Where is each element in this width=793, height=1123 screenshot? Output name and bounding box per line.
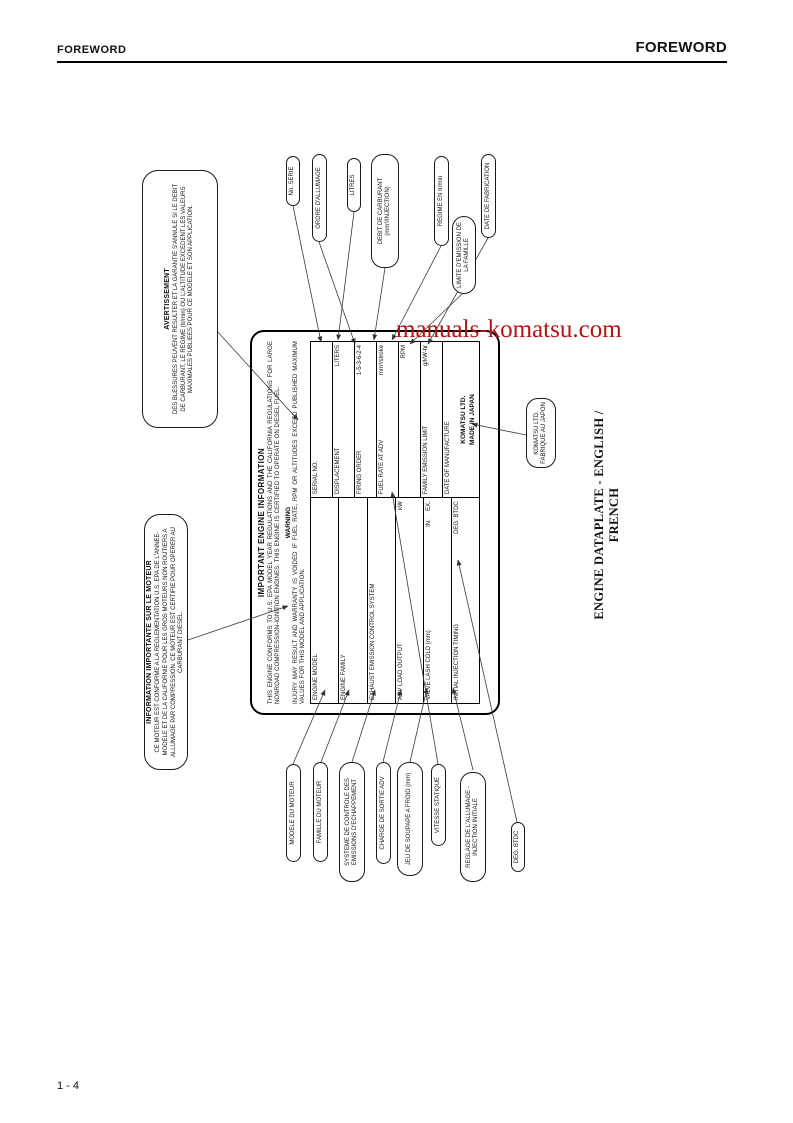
plate-field-label: FAMILY EMISSION LIMIT bbox=[423, 425, 430, 495]
plate-field-unit: 1-5-3-6-2-4 bbox=[357, 345, 364, 376]
plate-field-label: FUEL RATE AT ADV bbox=[379, 439, 386, 495]
plate-field-label: EXHAUST EMISSION CONTROL SYSTEM bbox=[369, 583, 376, 700]
french-warning-box bbox=[142, 170, 218, 428]
plate-field-label: ADV LOAD OUTPUT bbox=[397, 643, 404, 700]
plate-maker-origin: MADE IN JAPAN bbox=[468, 394, 476, 446]
callout-komatsu-fabrique-au-japon: KOMATSU LTD. FABRIQUE AU JAPON bbox=[526, 398, 556, 468]
plate-field-label: DATE OF MANUFACTURE bbox=[445, 421, 452, 495]
figure-caption: ENGINE DATAPLATE - ENGLISH / FRENCH bbox=[592, 410, 621, 620]
callout-vitesse-statique: VITESSE STATIQUE bbox=[431, 764, 446, 846]
plate-conformity-text: THIS ENGINE CONFORMS TO U.S. EPA MODEL YEAR REGULATIONS AND THE CALIFORNIA REGULATIONS FOR LARGE NONROAD COMPRESSION-IGNITION ENGINES. THIS ENGINE IS CERTIFIED TO OPERATE ON DIESEL FUEL. bbox=[268, 341, 282, 704]
callout-charge-de-sortie-adv: CHARGE DE SORTIE ADV bbox=[376, 762, 391, 864]
header-foreword-right: FOREWORD bbox=[635, 39, 727, 56]
plate-field-label: ENGINE FAMILY bbox=[341, 654, 348, 700]
plate-warning-title: WARNING bbox=[284, 506, 292, 539]
plate-field-label: DISPLACEMENT bbox=[335, 447, 342, 495]
french-warning-title: AVERTISSEMENT bbox=[163, 268, 171, 330]
callout-systeme-controle-emissions: SYSTEME DE CONTROLE DES EMISSIONS D'ECHAPPEMENT bbox=[339, 762, 365, 882]
plate-title: IMPORTANT ENGINE INFORMATION bbox=[257, 447, 266, 598]
header-foreword-left: FOREWORD bbox=[57, 44, 127, 56]
french-info-body: CE MOTEUR EST CONFORME A LA REGLEMENTATION U.S. EPA DE L'ANNEE-MODELE ET DE LA CALIFORNIE POUR LES GROS MOTEURS NON ROUTIERS A ALLUMAGE PAR COMPRESSION. CE MOTEUR EST CERTIFIE POUR OPERER AU CARBURANT DIESEL. bbox=[154, 526, 185, 758]
plate-field-label: INITIAL INJECTION TIMING bbox=[454, 623, 461, 700]
callout-deg-btdc: DEG. BTDC bbox=[511, 822, 525, 872]
callout-debit-carburant: DEBIT DE CARBURANT (mm³/INJECTION) bbox=[371, 154, 399, 268]
plate-field-unit: g/kW-hr bbox=[423, 345, 430, 366]
callout-famille-du-moteur: FAMILLE DU MOTEUR bbox=[313, 762, 328, 862]
callout-limite-emission-famille: LIMITE D'EMISSION DE LA FAMILLE bbox=[452, 216, 476, 294]
plate-field-label: FIRING ORDER bbox=[357, 450, 364, 495]
french-info-box bbox=[144, 514, 188, 770]
plate-field-label: VALVE LASH COLD (mm) bbox=[425, 630, 432, 700]
callout-regime-trmin: REGIME EN tr/min bbox=[434, 156, 449, 246]
plate-field-label: ENGINE MODEL bbox=[313, 653, 320, 700]
header-rule bbox=[57, 61, 727, 63]
page-number: 1 - 4 bbox=[57, 1080, 80, 1092]
watermark-text: manuals-komatsu.com bbox=[396, 316, 622, 343]
plate-field-label: SERIAL NO. bbox=[313, 460, 320, 495]
plate-field-unit: mm³/stroke bbox=[379, 345, 386, 376]
callout-ordre-allumage: ORDRE D'ALLUMAGE bbox=[312, 154, 327, 242]
callout-date-fabrication: DATE DE FABRICATION bbox=[481, 154, 496, 238]
french-warning-body: DES BLESSURES PEUVENT RESULTER ET LA GARANTIE S'ANNULE SI LE DEBIT DE CARBURANT, LE REGIME (tr/min) OU L'ALTITUDE EXCEDENT LES VALEURS MAXIMALES PUBLIEES POUR CE MODELE ET SON APPLICATION. bbox=[172, 183, 195, 415]
plate-field-unit: RPM bbox=[401, 345, 408, 359]
plate-field-unit: DEG. BTDC bbox=[454, 501, 461, 534]
callout-no-serie: No. SERIE bbox=[286, 156, 300, 206]
plate-field-unit: kW bbox=[397, 501, 404, 510]
french-info-title: INFORMATION IMPORTANTE SUR LE MOTEUR bbox=[145, 560, 153, 724]
plate-field-unit: LITERS bbox=[335, 345, 342, 367]
callout-litres: LITRES bbox=[347, 158, 361, 212]
engine-dataplate-figure bbox=[140, 150, 660, 890]
callout-jeu-de-soupape: JEU DE SOUPAPE A FROID (mm) bbox=[397, 762, 423, 876]
plate-warning-text: INJURY MAY RESULT AND WARRANTY IS VOIDED IF FUEL RATE, RPM OR ALTITUDES EXCEED PUBLISHED MAXIMUM VALUES FOR THIS MODEL AND APPLICATION. bbox=[292, 341, 306, 704]
callout-modele-du-moteur: MODELE DU MOTEUR bbox=[286, 764, 301, 862]
callout-reglage-allumage: REGLAGE DE L'ALLUMAGE - INJECTION INITIALE bbox=[460, 772, 486, 882]
plate-field-unit: IN. EX. bbox=[425, 501, 432, 527]
plate-maker-name: KOMATSU LTD. bbox=[460, 395, 468, 444]
